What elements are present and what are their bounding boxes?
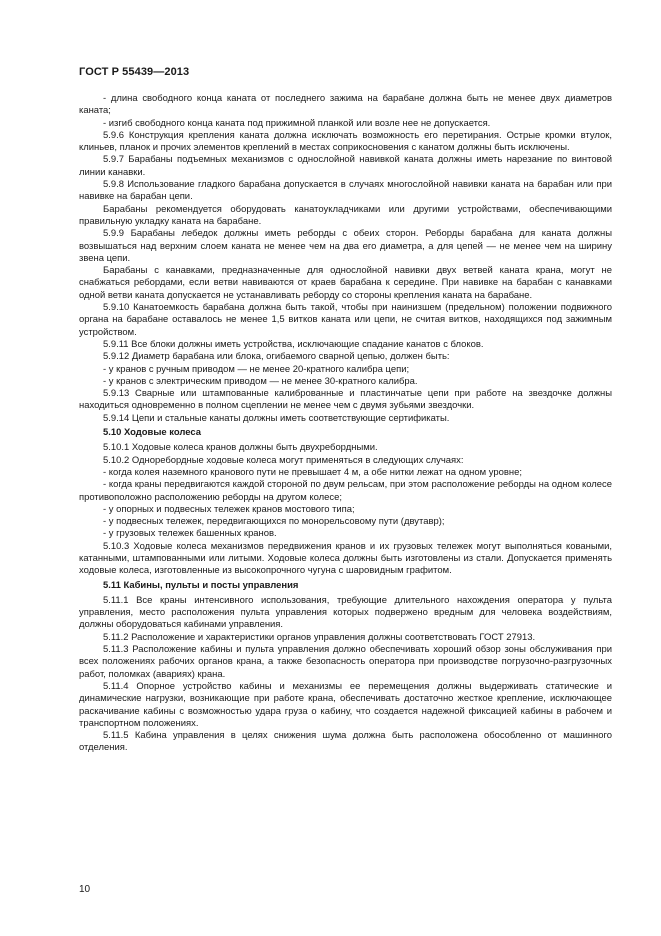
paragraph: 5.9.8 Использование гладкого барабана допускается в случаях многослойной навивки каната на барабан или при навивке на барабан цепи. <box>79 179 612 203</box>
paragraph: 5.11.2 Расположение и характеристики органов управления должны соответствовать ГОСТ 27913. <box>103 631 536 643</box>
paragraph: Барабаны с канавками, предназначенные для однослойной навивки двух ветвей каната крана, могут не снабжаться ребордами, если ветви навиваются от краев барабана к середине. При навивке на барабан с канавками одной ветви каната допускается не устанавливать реборду со стороны крепления каната на барабане. <box>79 265 612 301</box>
paragraph: 5.11.1 Все краны интенсивного использования, требующие длительного нахождения оператора у пульта управления, место расположения пульта управления которых подвержено вредным для человека воздействиям, должны оборудоваться кабинами управления. <box>79 594 612 631</box>
paragraph: - когда колея наземного кранового пути не превышает 4 м, а обе нитки лежат на одном уровне; <box>103 466 522 478</box>
document-header: ГОСТ Р 55439—2013 <box>79 66 190 78</box>
paragraph: 5.10.1 Ходовые колеса кранов должны быть двухребордными. <box>103 442 378 454</box>
paragraph: 5.9.9 Барабаны лебедок должны иметь реборды с обеих сторон. Реборды барабана для каната должны возвышаться над верхним слоем каната не менее чем на два его диаметра, а для цепей — не менее чем на ширину звена цепи. <box>79 228 612 264</box>
paragraph: 5.9.13 Сварные или штампованные калиброванные и пластинчатые цепи при работе на звездочке должны находиться одновременно в полном сцеплении не менее чем с двумя зубьями звездочки. <box>79 388 612 412</box>
paragraph: 5.9.14 Цепи и стальные канаты должны иметь соответствующие сертификаты. <box>103 412 450 424</box>
paragraph: - у кранов с ручным приводом — не менее 20-кратного калибра цепи; <box>103 363 410 375</box>
paragraph: 5.9.7 Барабаны подъемных механизмов с однослойной навивкой каната должны иметь нарезание по винтовой линии канавки. <box>79 154 612 178</box>
paragraph: - у кранов с электрическим приводом — не менее 30-кратного калибра. <box>103 375 418 387</box>
paragraph: - у грузовых тележек башенных кранов. <box>103 528 277 540</box>
paragraph: 5.11.5 Кабина управления в целях снижения шума должна быть расположена обособленно от машинного отделения. <box>79 730 612 754</box>
paragraph: 5.9.12 Диаметр барабана или блока, огибаемого сварной цепью, должен быть: <box>103 351 450 363</box>
paragraph: - длина свободного конца каната от последнего зажима на барабане должна быть не менее двух диаметров каната; <box>79 93 612 117</box>
paragraph: 5.11.3 Расположение кабины и пульта управления должно обеспечивать хороший обзор зоны обслуживания при всех положениях рабочих органов крана, а также безопасность оператора при производстве погрузочно-разгрузочных работ, поломках (авариях) крана. <box>79 644 612 680</box>
paragraph: 5.11.4 Опорное устройство кабины и механизмы ее перемещения должны выдерживать статические и динамические нагрузки, возникающие при работе крана, обеспечивать достаточно жесткое крепление, исключающее раскачивание кабины с возможностью удара груза о кабину, что создается надежной фиксацией кабины в рабочем и транспортном положениях. <box>79 680 612 729</box>
paragraph: 5.9.6 Конструкция крепления каната должна исключать возможность его перетирания. Острые кромки втулок, клиньев, планок и прочих элементов креплений в местах соприкосновения с канатом должны быть исключены. <box>79 129 612 154</box>
paragraph: 5.10.3 Ходовые колеса механизмов передвижения кранов и их грузовых тележек могут выполняться коваными, катанными, штампованными или литыми. Ходовые колеса должны быть изготовлены из стали. Допускается применять ходовые колеса, изготовленные из высокопрочного чугуна с шаровидным графитом. <box>79 540 612 577</box>
paragraph: - у опорных и подвесных тележек кранов мостового типа; <box>103 503 355 515</box>
paragraph: Барабаны рекомендуется оборудовать канатоукладчиками или другими устройствами, обеспечивающими правильную укладку каната на барабане. <box>79 203 612 227</box>
paragraph: - изгиб свободного конца каната под прижимной планкой или возле нее не допускается. <box>103 117 491 129</box>
page-number: 10 <box>79 884 91 895</box>
paragraph: 5.9.11 Все блоки должны иметь устройства, исключающие спадание канатов с блоков. <box>103 338 484 350</box>
paragraph: - у подвесных тележек, передвигающихся по монорельсовому пути (двутавр); <box>103 516 445 528</box>
paragraph: 5.9.10 Канатоемкость барабана должна быть такой, чтобы при наинизшем (предельном) положении подвижного органа на барабане оставалось не менее 1,5 витков каната или цепи, не считая витков, находящихся под зажимным устройством. <box>79 302 612 338</box>
document-body <box>79 93 612 755</box>
section-heading: 5.11 Кабины, пульты и посты управления <box>103 579 299 591</box>
section-heading: 5.10 Ходовые колеса <box>103 427 202 439</box>
paragraph: - когда краны передвигаются каждой стороной по двум рельсам, при этом расположение реборды на одном колесе противоположно расположению реборды на другом колесе; <box>79 479 612 503</box>
paragraph: 5.10.2 Одноребордные ходовые колеса могут применяться в следующих случаях: <box>103 454 464 466</box>
